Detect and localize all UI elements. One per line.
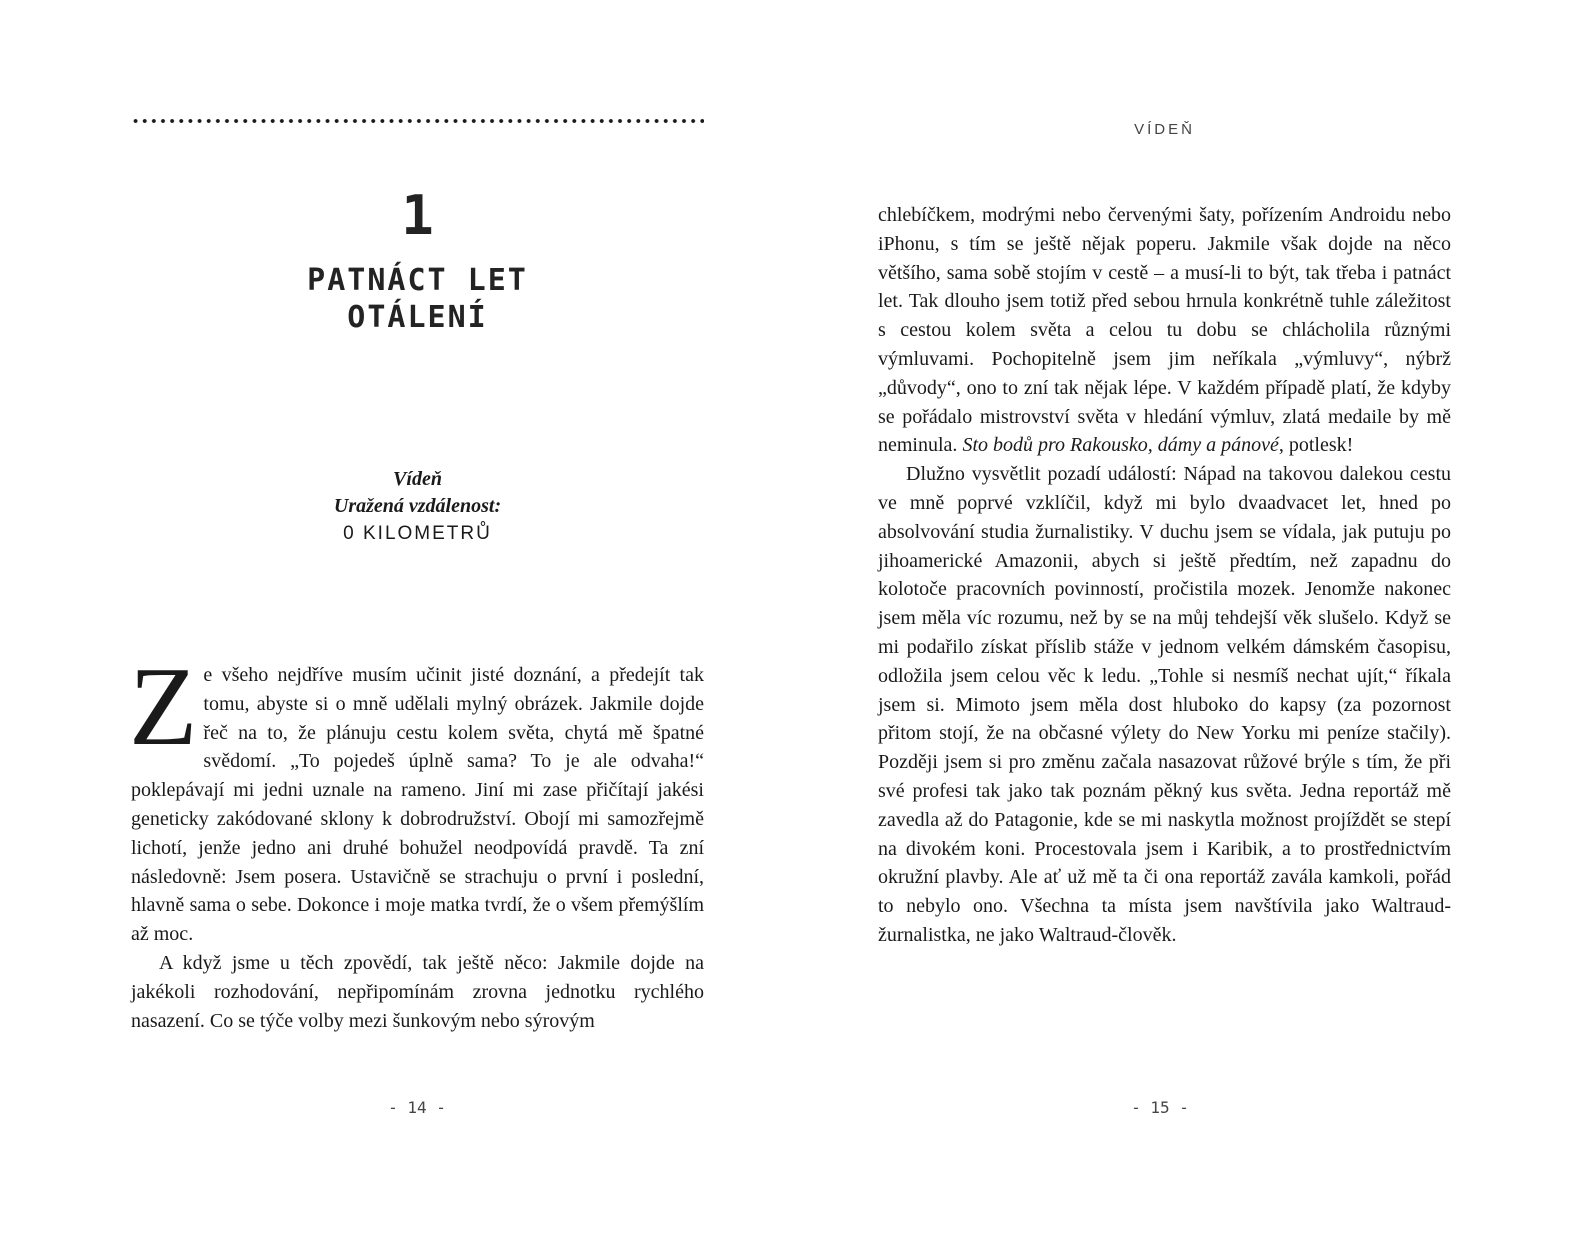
page-number-right: - 15 - [1131, 1098, 1189, 1117]
right-paragraph-1-start: chlebíčkem, modrými nebo červenými šaty, pořízením Androidu nebo iPhonu, s tím se ještě nějak poperu. Jakmile však dojde na něco většího, sama sobě stojím v cestě – a musí-li to být, tak třeba i patnáct let. Tak dlouho jsem totiž před sebou hrnula konkrétně tuhle záležitost s cestou kolem světa a celou tu dobu se chlácholila různými výmluvami. Pochopitelně jsem jim neříkala „výmluvy“, nýbrž „důvody“, ono to zní tak nějak lépe. V každém případě platí, že kdyby se pořádalo mistrovství světa v hledání výmluv, zlatá medaile by mě neminula. [878, 204, 1451, 457]
left-paragraph-1 [129, 645, 704, 949]
chapter-title [131, 262, 704, 336]
right-paragraph-1-italic: Sto bodů pro Rakousko, dámy a pánové [962, 434, 1279, 457]
left-paragraph-1-text: e všeho nejdříve musím učinit jisté doznání, a předejít tak tomu, abyste si o mně udělali mylný obrázek. Jakmile dojde řeč na to, že plánuju cestu kolem světa, chytá mě špatné svědomí. „To pojedeš úplně sama? To je ale odvaha!“ poklepávají mi jedni uznale na rameno. Jiní mi zase přičítají jakési geneticky zakódované sklony k dobrodružství. Obojí mi samozřejmě lichotí, jenže jedno ani druhé bohužel neodpovídá pravdě. Ta zní následovně: Jsem posera. Ustavičně se strachuju o první i poslední, hlavně sama o sebe. Dokonce i moje matka tvrdí, že o všem přemýšlím až moc. [131, 664, 704, 946]
right-body-text [878, 201, 1451, 950]
location-block [131, 466, 704, 547]
chapter-title-line2: OTÁLENÍ [347, 300, 488, 335]
running-head: VÍDEŇ [1134, 121, 1195, 138]
left-paragraph-2: A když jsme u těch zpovědí, tak ještě něco: Jakmile dojde na jakékoli rozhodování, nepřipomínám zrovna jednotku rychlého nasazení. Co se týče volby mezi šunkovým nebo sýrovým [131, 951, 704, 1032]
right-paragraph-1-end: , potlesk! [1278, 434, 1354, 457]
chapter-title-line1: PATNÁCT LET [307, 263, 528, 298]
drop-cap: Z [129, 645, 198, 769]
left-body-text [129, 645, 704, 1035]
distance-label: Uražená vzdálenost: [333, 495, 502, 517]
location-city: Vídeň [393, 468, 442, 490]
distance-value: 0 KILOMETRŮ [343, 523, 492, 544]
right-paragraph-1 [878, 201, 1451, 460]
right-paragraph-2: Dlužno vysvětlit pozadí událostí: Nápad na takovou dalekou cestu ve mně poprvé vzklíčil, když mi bylo dvaadvacet let, hned po absolvování studia žurnalistiky. V duchu jsem se vídala, jak putuju po jihoamerické Amazonii, abych si ještě předtím, než zapadnu do kolotoče pracovních povinností, pročistila mozek. Jenomže nakonec jsem měla víc rozumu, než by se na můj tehdejší věk slušelo. Když se mi podařilo získat příslib stáže v jednom velkém dámském časopisu, odložila jsem celou věc k ledu. „Tohle si nesmíš nechat ujít,“ říkala jsem si. Mimoto jsem měla dost hluboko do kapsy (za pozornost přitom stojí, že na občasné výlety do New Yorku mi peníze stačily). Později jsem si pro změnu začala nasazovat růžové brýle s tím, že při své profesi tak jako tak poznám pěkný kus světa. Jedna reportáž mě zavedla až do Patagonie, kde se mi naskytla možnost projíždět se stepí na divokém koni. Procestovala jsem i Karibik, a to prostřednictvím okružní plavby. Ale ať už mě ta či ona reportáž zavála kamkoli, pořád to nebylo ono. Všechna ta místa jsem navštívila jako Waltraud-žurnalistka, ne jako Waltraud-člověk. [878, 463, 1451, 946]
right-page [797, 0, 1594, 1239]
chapter-number: 1 [401, 184, 434, 247]
page-number-left: - 14 - [388, 1098, 446, 1117]
dotted-rule [131, 116, 704, 126]
